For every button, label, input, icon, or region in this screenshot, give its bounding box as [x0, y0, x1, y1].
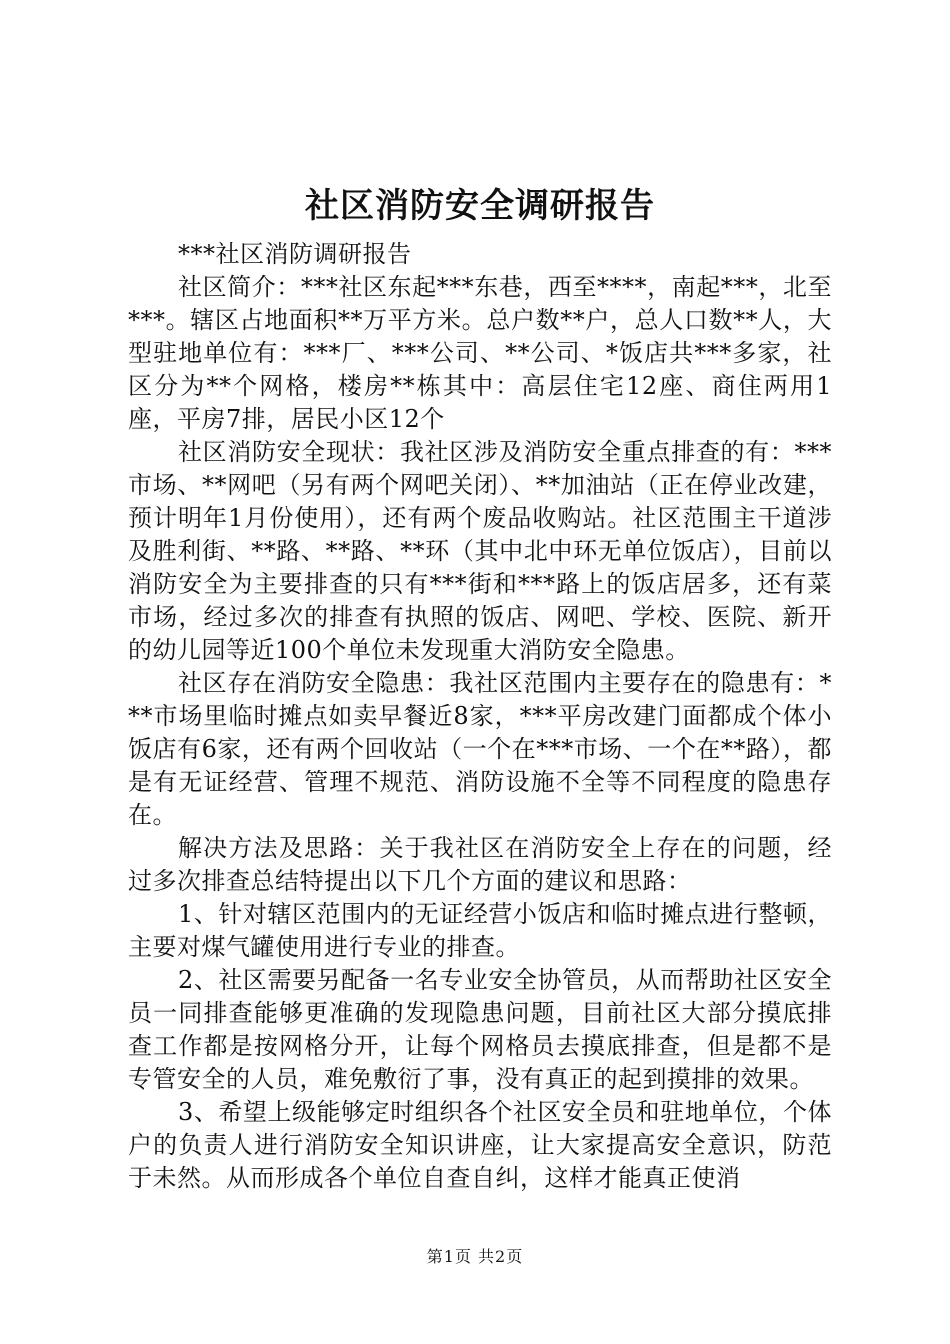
paragraph-subtitle: ***社区消防调研报告 [178, 240, 412, 268]
document-page [128, 180, 832, 1195]
paragraph-hazards: 社区存在消防安全隐患：我社区范围内主要存在的隐患有：***市场里临时摊点如卖早餐近8家，***平房改建门面都成个体小饭店有6家，还有两个回收站（一个在***市场、一个在**路），都是有无证经营、管理不规范、消防设施不全等不同程度的隐患存在。 [128, 669, 832, 829]
paragraph-suggestion-3: 3、希望上级能够定时组织各个社区安全员和驻地单位，个体户的负责人进行消防安全知识讲座，让大家提高安全意识，防范于未然。从而形成各个单位自查自纠，这样才能真正使消 [128, 1098, 832, 1192]
paragraph-solutions-intro: 解决方法及思路：关于我社区在消防安全上存在的问题，经过多次排查总结特提出以下几个方面的建议和思路： [128, 834, 832, 895]
document-title: 社区消防安全调研报告 [305, 186, 655, 226]
paragraph-fire-safety-status: 社区消防安全现状：我社区涉及消防安全重点排查的有：***市场、**网吧（另有两个网吧关闭）、**加油站（正在停业改建，预计明年1月份使用），还有两个废品收购站。社区范围主干道涉及胜利街、**路、**路、**环（其中北中环无单位饭店），目前以消防安全为主要排查的只有***街和***路上的饭店居多，还有菜市场，经过多次的排查有执照的饭店、网吧、学校、医院、新开的幼儿园等近100个单位未发现重大消防安全隐患。 [128, 438, 832, 664]
page-footer: 第1页 共2页 [426, 1247, 524, 1266]
paragraph-suggestion-2: 2、社区需要另配备一名专业安全协管员，从而帮助社区安全员一同排查能够更准确的发现隐患问题，目前社区大部分摸底排查工作都是按网格分开，让每个网格员去摸底排查，但是都不是专管安全的人员，难免敷衍了事，没有真正的起到摸排的效果。 [128, 966, 832, 1093]
paragraph-community-intro: 社区简介：***社区东起***东巷，西至****，南起***，北至***。辖区占地面积**万平方米。总户数**户，总人口数**人，大型驻地单位有：***厂、***公司、**公司、*饭店共***多家，社区分为**个网格，楼房**栋其中：高层住宅12座、商住两用1座，平房7排，居民小区12个 [128, 273, 832, 433]
paragraph-suggestion-1: 1、针对辖区范围内的无证经营小饭店和临时摊点进行整顿，主要对煤气罐使用进行专业的排查。 [128, 900, 832, 961]
